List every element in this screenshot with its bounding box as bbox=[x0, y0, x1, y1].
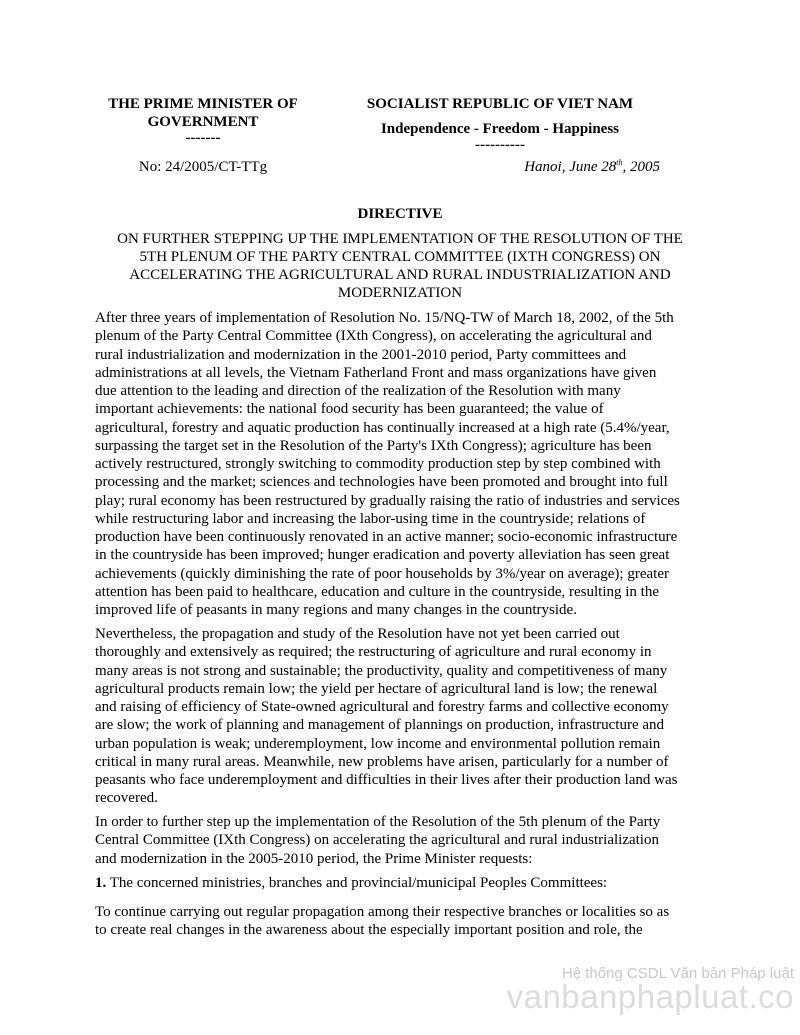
paragraph-item-1-body bbox=[95, 903, 715, 940]
motto-rule: ---------- bbox=[475, 137, 525, 153]
item-text: The concerned ministries, branches and provincial/municipal Peoples Committees: bbox=[106, 875, 608, 891]
text-line: plenum of the Party Central Committee (IXth Congress), on accelerating the agricultural and bbox=[95, 328, 652, 345]
text-line: while restructuring labor and increasing the labor-using time in the countryside; relations of bbox=[95, 510, 646, 527]
text-line: administrations at all levels, the Vietnam Fatherland Front and mass organizations have given bbox=[95, 364, 657, 381]
text-line: due attention to the leading and direction of the realization of the Resolution with many bbox=[95, 383, 621, 399]
date-year: , 2005 bbox=[622, 159, 660, 175]
text-line: attention has been paid to healthcare, education and culture in the countryside, resulting in the bbox=[95, 583, 659, 600]
text-line: urban population is weak; underemployment, low income and environmental pollution remain bbox=[95, 735, 661, 752]
text-line: In order to further step up the implementation of the Resolution of the 5th plenum of the Party bbox=[95, 814, 661, 830]
text-line: to create real changes in the awareness about the especially important position and role, the bbox=[95, 922, 643, 939]
text-line: play; rural economy has been restructured by gradually raising the ratio of industries and services bbox=[95, 492, 680, 509]
text-line: actively restructured, strongly switching to commodity production step by step combined with bbox=[95, 456, 661, 472]
title-line: MODERNIZATION bbox=[337, 285, 463, 301]
issuer-line-1: THE PRIME MINISTER OF bbox=[108, 96, 298, 112]
text-line: After three years of implementation of Resolution No. 15/NQ-TW of March 18, 2002, of the 5th bbox=[95, 310, 674, 326]
watermark-site: vanbanphapluat.co bbox=[506, 978, 794, 1015]
text-line: are slow; the work of planning and management of plannings on production, infrastructure and bbox=[95, 717, 665, 734]
paragraph-shortcomings bbox=[95, 625, 715, 808]
text-line: thoroughly and extensively as required; the restructuring of agriculture and rural economy in bbox=[95, 644, 652, 661]
text-line: processing and the market; sciences and technologies have been promoted and brought into full bbox=[95, 474, 668, 491]
text-line: rural industrialization and modernization in the 2001-2010 period, Party committees and bbox=[95, 346, 627, 363]
watermark-caption: Hệ thống CSDL Văn bản Pháp luật bbox=[561, 965, 794, 982]
text-line: peasants who face underemployment and difficulties in their lives after their production land was bbox=[95, 772, 678, 788]
text-line: important achievements: the national food security has been guaranteed; the value of bbox=[95, 401, 604, 418]
text-line: improved life of peasants in many regions and many changes in the countryside. bbox=[95, 602, 577, 618]
date-main: Hanoi, June 28 bbox=[524, 159, 617, 175]
document-title bbox=[95, 230, 705, 302]
document-number: No: 24/2005/CT-TTg bbox=[138, 159, 268, 175]
text-line: To continue carrying out regular propagation among their respective branches or localities so as bbox=[95, 904, 670, 920]
text-line: in the countryside has been improved; hunger eradication and poverty alleviation has seen great bbox=[95, 547, 670, 564]
issuer-line-2: GOVERNMENT bbox=[147, 114, 259, 130]
country-name: SOCIALIST REPUBLIC OF VIET NAM bbox=[366, 96, 634, 112]
text-line: agricultural, forestry and aquatic production has continually increased at a high rate (5.4%/year, bbox=[95, 419, 670, 436]
national-motto: Independence - Freedom - Happiness bbox=[380, 121, 620, 137]
text-line: Nevertheless, the propagation and study of the Resolution have not yet been carried out bbox=[95, 626, 620, 642]
item-1 bbox=[95, 874, 715, 892]
issue-date bbox=[340, 158, 660, 176]
text-line: many areas is not strong and sustainable; the productivity, quality and competitiveness of many bbox=[95, 662, 668, 679]
date-ordinal: th bbox=[616, 158, 623, 167]
text-line: critical in many rural areas. Meanwhile, new problems have arisen, particularly for a number of bbox=[95, 753, 669, 770]
national-header bbox=[340, 95, 660, 152]
paragraph-request bbox=[95, 813, 715, 868]
title-line: ON FURTHER STEPPING UP THE IMPLEMENTATION OF THE RESOLUTION OF THE bbox=[117, 231, 683, 247]
text-line: agricultural products remain low; the yield per hectare of agricultural land is low; the renewal bbox=[95, 680, 658, 697]
text-line: and modernization in the 2005-2010 period, the Prime Minister requests: bbox=[95, 850, 533, 867]
text-line: surpassing the target set in the Resolution of the Party's IXth Congress); agriculture has been bbox=[95, 437, 652, 454]
title-line: 5TH PLENUM OF THE PARTY CENTRAL COMMITTEE (IXTH CONGRESS) ON bbox=[139, 249, 661, 265]
text-line: and raising of efficiency of State-owned agricultural and forestry farms and collective economy bbox=[95, 699, 669, 715]
item-number: 1. bbox=[95, 875, 107, 891]
paragraph-intro bbox=[95, 309, 715, 619]
issuer-rule: ------- bbox=[185, 130, 221, 146]
text-line: achievements (quickly diminishing the rate of poor households by 3%/year on average); greater bbox=[95, 565, 669, 582]
text-line: recovered. bbox=[95, 790, 158, 807]
document-type: DIRECTIVE bbox=[357, 206, 443, 222]
title-line: ACCELERATING THE AGRICULTURAL AND RURAL INDUSTRIALIZATION AND bbox=[129, 267, 671, 283]
text-line: Central Committee (IXth Congress) on accelerating the agricultural and rural industrialization bbox=[95, 832, 659, 849]
text-line: production have been continuously renovated in an active manner; socio-economic infrastructure bbox=[95, 529, 678, 545]
issuer-block bbox=[92, 95, 314, 145]
